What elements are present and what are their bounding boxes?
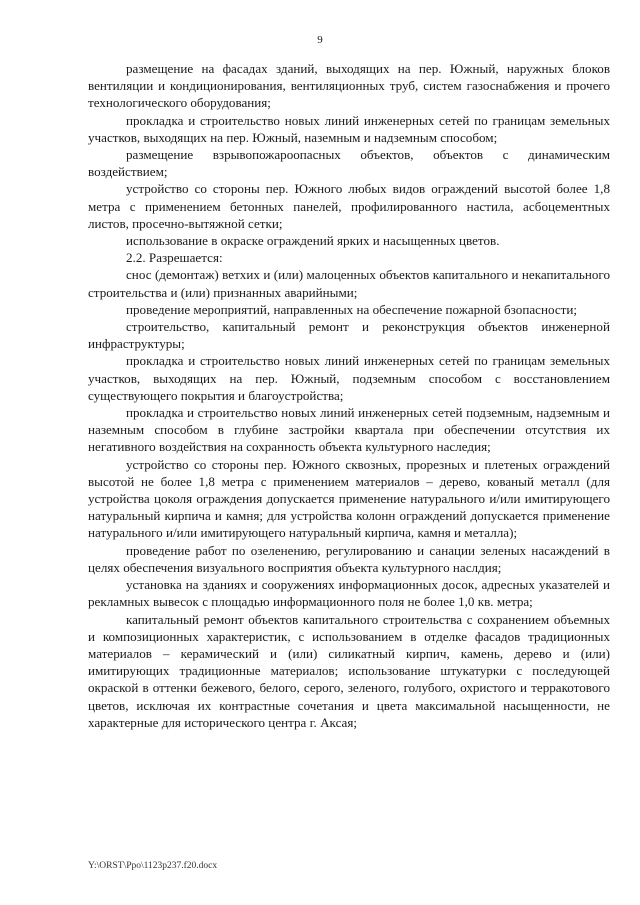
- paragraph: строительство, капитальный ремонт и реконструкция объектов инженерной инфраструктуры;: [88, 319, 610, 352]
- paragraph: проведение работ по озеленению, регулированию и санации зеленых насаждений в целях обеспечения визуального восприятия объекта культурного наслдия;: [88, 542, 610, 575]
- paragraph: проведение мероприятий, направленных на обеспечение пожарной бзопасности;: [126, 301, 578, 317]
- paragraph: использование в окраске ограждений ярких и насыщенных цветов.: [126, 233, 500, 249]
- paragraph: прокладка и строительство новых линий инженерных сетей по границам земельных участков, выходящих на пер. Южный, подземным способом с восстановлением существующего покрытия и благоустройства;: [88, 353, 610, 403]
- paragraph: размещение взрывопожароопасных объектов, объектов с динамическим воздействием;: [88, 147, 610, 180]
- paragraph: размещение на фасадах зданий, выходящих на пер. Южный, наружных блоков вентиляции и кондиционирования, вентиляционных труб, систем газоснабжения и прочего технологического оборудования;: [88, 61, 610, 111]
- section-heading: 2.2. Разрешается:: [126, 250, 223, 266]
- file-path-footer: Y:\ORST\Ppo\1123p237.f20.docx: [88, 861, 218, 871]
- paragraph: капитальный ремонт объектов капитального строительства с сохранением объемных и композиционных характеристик, с использованием в отделке фасадов традиционных материалов – керамический и (или) силикатный кирпич, камень, дерево и (или) имитирующих традиционные материалов; использование штукатурки с последующей окраской в оттенки бежевого, белого, серого, зеленого, голубого, охристого и терракотового цветов, исключая их контрастные сочетания и цвета максимальной насыщенности, не характерные для исторического центра г. Аксая;: [88, 611, 610, 730]
- paragraph: снос (демонтаж) ветхих и (или) малоценных объектов капитального и некапитального строительства и (или) признанных аварийными;: [88, 267, 610, 300]
- paragraph: установка на зданиях и сооружениях информационных досок, адресных указателей и рекламных вывесок с площадью информационного поля не более 1,0 кв. метра;: [88, 577, 610, 610]
- paragraph: прокладка и строительство новых линий инженерных сетей подземным, надземным и наземным способом в глубине застройки квартала при обеспечении отсутствия их негативного воздействия на сохранность объекта культурного наследия;: [88, 405, 610, 455]
- paragraph: устройство со стороны пер. Южного любых видов ограждений высотой более 1,8 метра с применением бетонных панелей, профилированного настила, асбоцементных листов, просечно-вытяжной сетки;: [88, 181, 610, 231]
- page-number: 9: [317, 34, 323, 46]
- document-body: [88, 60, 610, 731]
- paragraph: устройство со стороны пер. Южного сквозных, прорезных и плетеных ограждений высотой не более 1,8 метра с применением материалов – дерево, кованый металл (для устройства цоколя ограждения допускается применение натурального и/или имитирующего натуральный кирпича и камня; для устройства колонн ограждений допускается применение натурального и/или имитирующего натуральный кирпича, камня и металла);: [88, 456, 610, 541]
- paragraph: прокладка и строительство новых линий инженерных сетей по границам земельных участков, выходящих на пер. Южный, наземным и надземным способом;: [88, 112, 610, 145]
